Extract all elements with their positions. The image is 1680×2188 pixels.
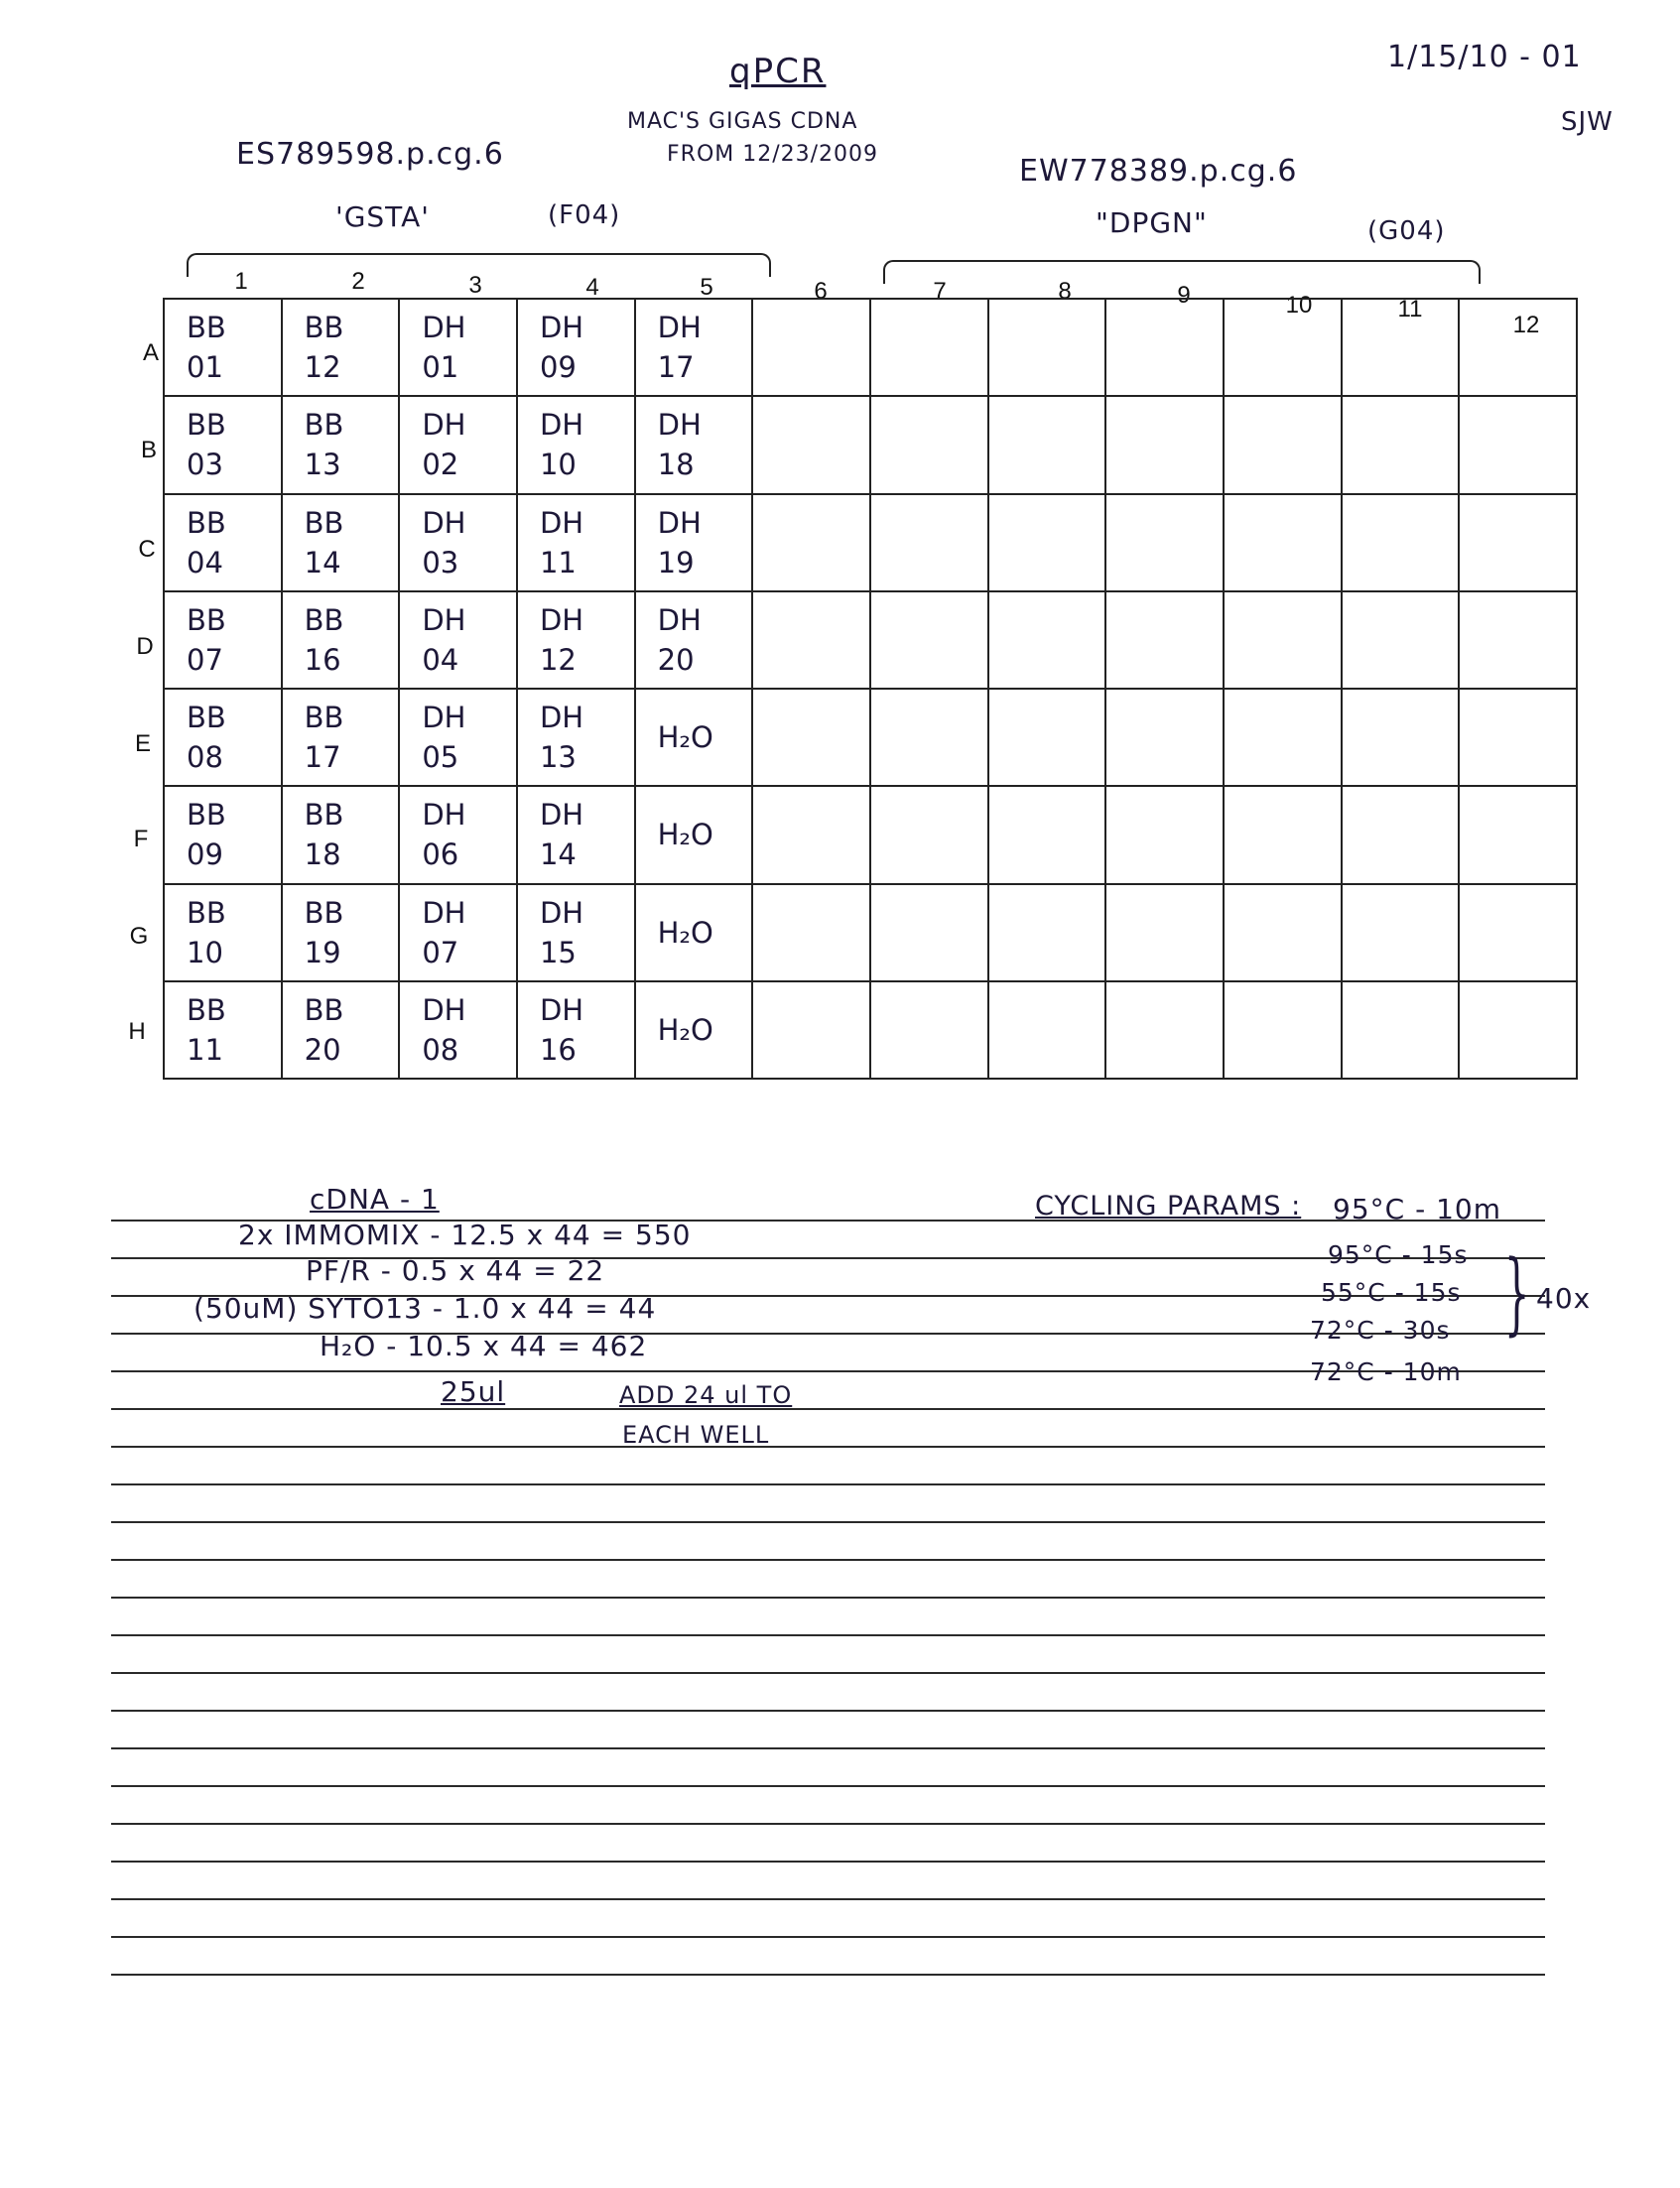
well-sample-prefix: H₂O: [657, 1012, 713, 1047]
plate-well: [635, 591, 753, 689]
left-gene-name: 'GSTA': [335, 200, 430, 233]
plate-row: [164, 299, 1577, 396]
well-sample-prefix: BB: [304, 505, 344, 540]
well-sample-number: 08: [187, 740, 223, 775]
plate-well: [752, 396, 870, 493]
plate-well: [164, 689, 282, 786]
well-sample-prefix: DH: [422, 701, 466, 735]
well-sample-prefix: H₂O: [657, 915, 713, 950]
plate-well: [1459, 591, 1577, 689]
recipe-line: H₂O - 10.5 x 44 = 462: [320, 1330, 648, 1362]
recipe-line: PF/R - 0.5 x 44 = 22: [306, 1254, 605, 1287]
plate-well: [399, 396, 517, 493]
ruled-line: [111, 1936, 1545, 1938]
ruled-line: [111, 1483, 1545, 1485]
plate-grid: [163, 298, 1578, 1080]
well-sample-number: 14: [539, 837, 577, 872]
column-number: 11: [1397, 296, 1423, 322]
well-sample-prefix: BB: [187, 311, 226, 345]
well-sample-prefix: BB: [304, 311, 344, 345]
ruled-line: [111, 1634, 1545, 1636]
well-sample-number: 03: [422, 545, 459, 579]
recipe-line: (50uM) SYTO13 - 1.0 x 44 = 44: [194, 1292, 657, 1325]
cycling-step: 95°C - 15s: [1328, 1240, 1469, 1269]
well-sample-number: 04: [422, 642, 459, 677]
plate-well: [1105, 494, 1224, 591]
plate-well: [399, 299, 517, 396]
cycling-repeat: 40x: [1536, 1282, 1592, 1315]
recipe-heading: cDNA - 1: [310, 1183, 440, 1216]
plate-well: [399, 591, 517, 689]
plate-well: [1224, 396, 1342, 493]
ruled-line: [111, 1785, 1545, 1787]
plate-well: [1224, 786, 1342, 883]
well-sample-prefix: DH: [422, 311, 466, 345]
column-number: 3: [468, 272, 482, 299]
ruled-line: [111, 1898, 1545, 1900]
well-sample-prefix: BB: [304, 992, 344, 1027]
plate-well: [988, 884, 1106, 981]
plate-well: [282, 981, 400, 1079]
column-number: 2: [351, 268, 365, 295]
well-content: [165, 592, 281, 688]
well-content: [636, 885, 752, 980]
well-content: [400, 300, 516, 395]
well-content: [518, 787, 634, 882]
well-sample-number: 08: [422, 1032, 459, 1067]
plate-well: [1342, 689, 1460, 786]
plate-well: [282, 396, 400, 493]
right-gene-id: EW778389.p.cg.6: [1019, 154, 1298, 189]
plate-well: [1224, 981, 1342, 1079]
row-label: H: [128, 1018, 146, 1045]
well-content: [165, 300, 281, 395]
well-sample-number: 11: [539, 545, 577, 579]
plate-well: [988, 786, 1106, 883]
plate-row: [164, 981, 1577, 1079]
well-sample-number: 01: [422, 350, 459, 385]
well-content: [518, 885, 634, 980]
plate-well: [870, 396, 988, 493]
well-content: [283, 885, 399, 980]
plate-well: [164, 981, 282, 1079]
plate-well: [1105, 884, 1224, 981]
ruled-line: [111, 1597, 1545, 1599]
plate-well: [517, 494, 635, 591]
well-sample-number: 20: [304, 1032, 341, 1067]
well-sample-number: 15: [539, 935, 577, 969]
plate-well: [399, 884, 517, 981]
plate-well: [1105, 981, 1224, 1079]
plate-well: [870, 884, 988, 981]
well-sample-prefix: DH: [657, 602, 702, 637]
well-sample-number: 13: [304, 448, 341, 482]
cycling-step: 72°C - 30s: [1310, 1316, 1451, 1345]
well-content: [283, 690, 399, 785]
row-label: D: [136, 633, 154, 660]
well-sample-number: 18: [657, 448, 695, 482]
plate-well: [635, 981, 753, 1079]
plate-well: [164, 786, 282, 883]
well-sample-number: 19: [657, 545, 695, 579]
well-content: [283, 397, 399, 492]
plate-well: [1459, 396, 1577, 493]
cycling-step: 55°C - 15s: [1321, 1278, 1462, 1307]
plate-row: [164, 591, 1577, 689]
plate-well: [1224, 884, 1342, 981]
well-sample-prefix: DH: [657, 408, 702, 443]
plate-well: [1105, 786, 1224, 883]
plate-well: [282, 689, 400, 786]
plate-well: [870, 689, 988, 786]
plate-row: [164, 396, 1577, 493]
ruled-line: [111, 1521, 1545, 1523]
well-content: [283, 982, 399, 1078]
well-sample-number: 20: [657, 642, 695, 677]
plate-well: [1342, 494, 1460, 591]
plate-well: [1224, 299, 1342, 396]
plate-well: [1224, 591, 1342, 689]
well-sample-number: 01: [187, 350, 223, 385]
right-group-bracket: [883, 260, 1481, 284]
well-sample-number: 13: [539, 740, 577, 775]
plate-well: [399, 981, 517, 1079]
well-content: [165, 787, 281, 882]
ruled-line: [111, 1823, 1545, 1825]
well-content: [636, 300, 752, 395]
plate-well: [635, 396, 753, 493]
plate-well: [164, 396, 282, 493]
cycling-label: CYCLING PARAMS :: [1035, 1191, 1302, 1222]
well-content: [400, 982, 516, 1078]
well-content: [636, 397, 752, 492]
plate-well: [164, 299, 282, 396]
column-number: 9: [1177, 282, 1191, 309]
well-sample-prefix: BB: [304, 602, 344, 637]
plate-well: [517, 299, 635, 396]
right-gene-code: (G04): [1367, 216, 1446, 246]
plate-row: [164, 494, 1577, 591]
plate-well: [870, 494, 988, 591]
plate-well: [282, 884, 400, 981]
column-number: 6: [814, 278, 828, 305]
plate-well: [1105, 299, 1224, 396]
column-number: 10: [1285, 292, 1313, 319]
plate-well: [752, 299, 870, 396]
well-content: [400, 690, 516, 785]
ruled-line: [111, 1710, 1545, 1712]
plate-row: [164, 884, 1577, 981]
well-content: [518, 397, 634, 492]
column-number: 8: [1058, 278, 1072, 305]
plate-well: [752, 494, 870, 591]
recipe-instruction: EACH WELL: [622, 1421, 770, 1449]
plate-well: [988, 494, 1106, 591]
well-content: [400, 495, 516, 590]
well-sample-number: 05: [422, 740, 459, 775]
well-sample-prefix: DH: [422, 798, 466, 833]
plate-well: [164, 494, 282, 591]
plate-well: [635, 689, 753, 786]
ruled-line: [111, 1747, 1545, 1749]
well-sample-number: 14: [304, 545, 341, 579]
plate-well: [517, 884, 635, 981]
plate-well: [164, 591, 282, 689]
well-content: [400, 787, 516, 882]
well-sample-prefix: H₂O: [657, 720, 713, 755]
plate-well: [399, 494, 517, 591]
plate-well: [1105, 689, 1224, 786]
plate-well: [282, 494, 400, 591]
recipe-line: 2x IMMOMIX - 12.5 x 44 = 550: [238, 1219, 692, 1251]
well-content: [518, 982, 634, 1078]
well-content: [283, 787, 399, 882]
cycling-step: 95°C - 10m: [1333, 1193, 1501, 1225]
plate-well: [517, 591, 635, 689]
well-content: [518, 300, 634, 395]
column-number: 7: [933, 278, 947, 305]
well-sample-prefix: DH: [422, 505, 466, 540]
well-content: [400, 885, 516, 980]
recipe-total: 25ul: [441, 1375, 506, 1408]
well-content: [636, 982, 752, 1078]
well-content: [636, 690, 752, 785]
plate-well: [282, 591, 400, 689]
well-sample-prefix: DH: [539, 701, 584, 735]
plate-well: [870, 981, 988, 1079]
well-sample-number: 19: [304, 935, 341, 969]
row-label: G: [129, 923, 149, 950]
well-sample-prefix: BB: [304, 798, 344, 833]
well-sample-number: 06: [422, 837, 459, 872]
well-content: [400, 592, 516, 688]
plate-well: [282, 786, 400, 883]
plate-well: [399, 786, 517, 883]
well-sample-prefix: DH: [539, 408, 584, 443]
well-sample-number: 16: [539, 1032, 577, 1067]
well-content: [283, 495, 399, 590]
plate-well: [517, 786, 635, 883]
well-content: [400, 397, 516, 492]
page-title: qPCR: [729, 52, 827, 91]
ruled-line: [111, 1446, 1545, 1448]
well-sample-number: 10: [187, 935, 223, 969]
plate-well: [870, 299, 988, 396]
well-sample-prefix: DH: [539, 602, 584, 637]
plate-well: [1342, 884, 1460, 981]
well-sample-prefix: DH: [422, 602, 466, 637]
well-content: [518, 690, 634, 785]
plate-well: [1459, 689, 1577, 786]
column-number: 1: [234, 268, 248, 295]
well-sample-prefix: BB: [187, 505, 226, 540]
well-sample-number: 17: [304, 740, 341, 775]
well-sample-prefix: DH: [657, 505, 702, 540]
plate-row: [164, 786, 1577, 883]
row-label: C: [138, 536, 156, 563]
plate-well: [635, 494, 753, 591]
well-sample-prefix: BB: [304, 701, 344, 735]
well-sample-number: 03: [187, 448, 223, 482]
plate-well: [1459, 981, 1577, 1079]
well-sample-prefix: BB: [187, 992, 226, 1027]
date-reference: 1/15/10 - 01: [1387, 40, 1582, 74]
left-gene-code: (F04): [548, 200, 621, 230]
well-sample-number: 12: [539, 642, 577, 677]
well-sample-prefix: BB: [304, 408, 344, 443]
plate-well: [1459, 299, 1577, 396]
plate-row: [164, 689, 1577, 786]
well-sample-number: 10: [539, 448, 577, 482]
well-content: [165, 690, 281, 785]
plate-well: [635, 299, 753, 396]
plate-well: [1224, 689, 1342, 786]
cycling-step: 72°C - 10m: [1310, 1357, 1462, 1386]
well-sample-prefix: DH: [657, 311, 702, 345]
plate-well: [1342, 981, 1460, 1079]
well-sample-number: 02: [422, 448, 459, 482]
well-content: [165, 982, 281, 1078]
plate-well: [1224, 494, 1342, 591]
plate-well: [282, 299, 400, 396]
plate-well: [635, 884, 753, 981]
plate-well: [988, 689, 1106, 786]
well-sample-prefix: DH: [422, 408, 466, 443]
plate-well: [870, 591, 988, 689]
row-label: B: [140, 437, 157, 463]
ruled-line: [111, 1408, 1545, 1410]
plate-well: [870, 786, 988, 883]
plate-well: [1459, 786, 1577, 883]
plate-well: [988, 299, 1106, 396]
well-sample-number: 07: [422, 935, 459, 969]
plate-well: [164, 884, 282, 981]
ruled-line: [111, 1559, 1545, 1561]
well-sample-prefix: BB: [187, 895, 226, 930]
left-gene-id: ES789598.p.cg.6: [236, 137, 504, 172]
well-sample-prefix: DH: [539, 992, 584, 1027]
plate-well: [399, 689, 517, 786]
plate-well: [988, 396, 1106, 493]
well-sample-prefix: DH: [539, 505, 584, 540]
subtitle-date: FROM 12/23/2009: [667, 142, 879, 167]
well-sample-prefix: DH: [422, 895, 466, 930]
well-content: [165, 885, 281, 980]
well-sample-number: 04: [187, 545, 223, 579]
plate-well: [1342, 591, 1460, 689]
well-sample-prefix: DH: [539, 798, 584, 833]
column-number: 12: [1512, 312, 1540, 338]
plate-well: [1342, 396, 1460, 493]
row-label: E: [134, 730, 151, 757]
well-content: [518, 495, 634, 590]
plate-well: [517, 396, 635, 493]
ruled-line: [111, 1672, 1545, 1674]
well-sample-prefix: BB: [187, 408, 226, 443]
plate-well: [1342, 299, 1460, 396]
plate-well: [752, 786, 870, 883]
plate-well: [988, 591, 1106, 689]
ruled-line: [111, 1861, 1545, 1863]
well-sample-prefix: DH: [539, 311, 584, 345]
well-sample-number: 18: [304, 837, 341, 872]
well-sample-prefix: BB: [187, 701, 226, 735]
plate-well: [517, 981, 635, 1079]
well-sample-number: 07: [187, 642, 223, 677]
well-sample-prefix: DH: [539, 895, 584, 930]
well-content: [283, 592, 399, 688]
plate-well: [752, 981, 870, 1079]
well-sample-number: 12: [304, 350, 341, 385]
column-number: 4: [585, 274, 599, 301]
well-sample-prefix: BB: [187, 798, 226, 833]
plate-well: [752, 591, 870, 689]
plate-well: [988, 981, 1106, 1079]
plate-well: [1342, 786, 1460, 883]
plate-well: [517, 689, 635, 786]
column-number: 5: [700, 274, 713, 301]
well-content: [165, 495, 281, 590]
row-label: A: [142, 339, 159, 366]
plate-well: [1459, 884, 1577, 981]
well-sample-prefix: BB: [187, 602, 226, 637]
well-content: [283, 300, 399, 395]
row-label: F: [133, 826, 149, 852]
right-gene-name: "DPGN": [1096, 206, 1208, 239]
plate-well: [1459, 494, 1577, 591]
well-content: [518, 592, 634, 688]
repeat-brace-icon: }: [1503, 1241, 1530, 1346]
plate-well: [752, 689, 870, 786]
well-sample-number: 09: [539, 350, 577, 385]
plate-well: [752, 884, 870, 981]
well-sample-number: 09: [187, 837, 223, 872]
ruled-line: [111, 1974, 1545, 1976]
well-sample-number: 11: [187, 1032, 223, 1067]
initials: SJW: [1561, 107, 1614, 137]
plate-well: [1105, 591, 1224, 689]
recipe-instruction: ADD 24 ul TO: [619, 1381, 793, 1409]
plate-well: [1105, 396, 1224, 493]
well-sample-prefix: DH: [422, 992, 466, 1027]
well-sample-number: 16: [304, 642, 341, 677]
well-content: [165, 397, 281, 492]
well-content: [636, 495, 752, 590]
plate-well: [635, 786, 753, 883]
well-sample-number: 17: [657, 350, 695, 385]
well-sample-prefix: BB: [304, 895, 344, 930]
well-content: [636, 787, 752, 882]
subtitle-source: MAC'S GIGAS CDNA: [627, 109, 858, 134]
well-sample-prefix: H₂O: [657, 818, 713, 852]
well-content: [636, 592, 752, 688]
